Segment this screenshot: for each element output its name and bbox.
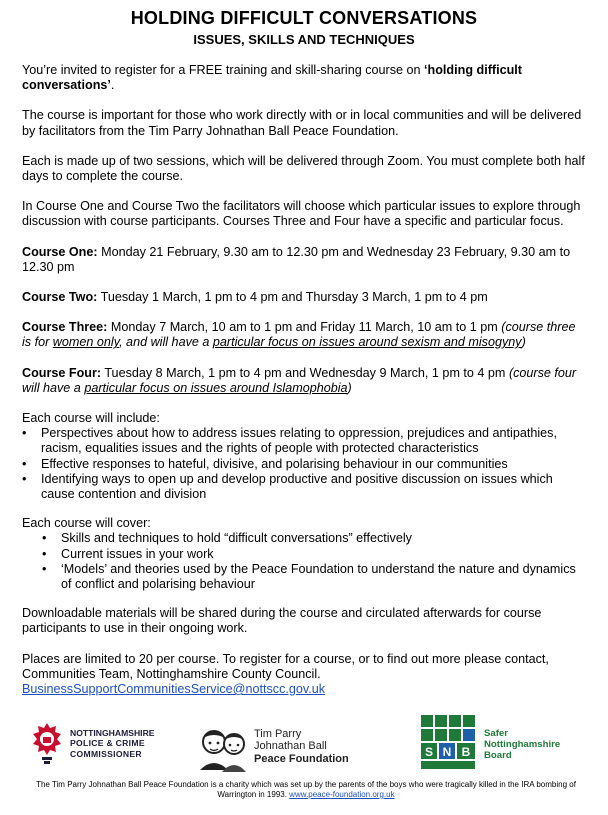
course-four <box>22 366 586 396</box>
course-four-label: Course Four: <box>22 365 102 380</box>
list-item: • Perspectives about how to address issues relating to oppression, prejudices and antipathies, racism, equalities issues and the rights of people with protected characteristics <box>22 426 586 456</box>
course-two <box>22 290 586 305</box>
include-lead: Each course will include: <box>22 411 160 426</box>
include-list <box>22 426 586 502</box>
course-two-dates: Tuesday 1 March, 1 pm to 4 pm and Thursday 3 March, 1 pm to 4 pm <box>97 290 488 305</box>
course-one-label: Course One: <box>22 244 98 259</box>
partner-logos <box>0 710 608 778</box>
contact-paragraph <box>22 652 586 698</box>
snb-line-2: Nottinghamshire <box>484 739 561 750</box>
pcc-line-3: COMMISSIONER <box>70 748 142 759</box>
snb-logo-text <box>484 728 584 761</box>
sessions-paragraph: Each is made up of two sessions, which will be delivered through Zoom. You must complete both half days to complete the course. <box>22 153 585 184</box>
footer-text: The Tim Parry Johnathan Ball Peace Foundation is a charity which was set up by the parents of the boys who were tragically killed in the IRA bombing of Warrington in 1993. <box>36 780 576 799</box>
snb-letter-b: B <box>461 745 471 759</box>
course-two-label: Course Two: <box>22 290 98 305</box>
snb-letter-n: N <box>442 745 452 759</box>
course-one <box>22 245 586 275</box>
snb-line-3: Board <box>484 750 512 761</box>
snb-grid-icon <box>420 714 480 770</box>
tp-line-1: Tim Parry <box>254 728 302 740</box>
footer-website-link[interactable]: www.peace-foundation.org.uk <box>289 790 395 799</box>
pcc-line-1: NOTTINGHAMSHIRE <box>70 728 155 738</box>
snb-line-1: Safer <box>484 728 508 739</box>
intro-end: . <box>110 78 115 93</box>
document-subtitle: ISSUES, SKILLS AND TECHNIQUES <box>193 32 415 47</box>
boys-portrait-icon <box>196 722 250 772</box>
course-three-focus: particular focus on issues around sexism and misogyny <box>212 335 522 350</box>
course-one-dates: Monday 21 February, 9.30 am to 12.30 pm and Wednesday 23 February, 9.30 am to 12.30 pm <box>22 244 571 274</box>
pcc-logo-text <box>70 728 210 759</box>
course-four-focus: particular focus on issues around Islamophobia <box>84 380 348 395</box>
list-item: • Skills and techniques to hold “difficult conversations” effectively <box>22 531 586 546</box>
intro-paragraph <box>22 63 586 93</box>
focus-paragraph: In Course One and Course Two the facilitators will choose which particular issues to explore through discussion with course participants. Courses Three and Four have a specific and particular focus. <box>22 199 581 229</box>
course-three-note-b: , and will have a <box>119 335 213 350</box>
course-three-note-c: ) <box>521 335 526 350</box>
police-badge-icon <box>30 722 64 766</box>
course-importance-paragraph: The course is important for those who work directly with or in local communities and will be delivered by facilitators from the Tim Parry Johnathan Ball Peace Foundation. <box>22 108 582 138</box>
footer-note <box>16 780 596 800</box>
course-three-label: Course Three: <box>22 320 108 335</box>
list-item: • Current issues in your work <box>22 547 586 562</box>
materials-paragraph: Downloadable materials will be shared during the course and circulated afterwards for course participants to use in their ongoing work. <box>22 606 542 636</box>
course-three-dates: Monday 7 March, 10 am to 1 pm and Friday 11 March, 10 am to 1 pm <box>107 320 502 335</box>
course-name: ‘holding difficult conversations’ <box>22 63 522 93</box>
course-four-note-a: (course four will have a <box>22 365 577 395</box>
snb-letter-s: S <box>424 745 434 759</box>
course-four-note-c: ) <box>347 380 352 395</box>
cover-lead: Each course will cover: <box>22 516 151 531</box>
course-three <box>22 320 586 350</box>
tp-line-3: Peace Foundation <box>254 752 349 765</box>
cover-list <box>22 531 586 592</box>
list-item: • Identifying ways to open up and develop productive and positive discussion on issues which cause contention and division <box>22 472 586 502</box>
document-body <box>22 63 586 712</box>
list-item: • Effective responses to hateful, divisive, and polarising behaviour in our communities <box>22 457 586 472</box>
peace-foundation-logo-text <box>254 728 374 765</box>
pcc-line-2: POLICE & CRIME <box>70 738 145 749</box>
course-four-dates: Tuesday 8 March, 1 pm to 4 pm and Wednesday 9 March, 1 pm to 4 pm <box>101 365 509 380</box>
intro-text: You’re invited to register for a FREE training and skill-sharing course on <box>22 63 425 77</box>
tp-line-2: Johnathan Ball <box>254 740 327 753</box>
course-three-women-only: women only <box>52 335 120 350</box>
contact-text: Places are limited to 20 per course. To register for a course, or to find out more please contact, Communities Team, Nottinghamshire County Council. <box>22 651 549 681</box>
course-three-note-a: (course three is for <box>22 320 576 350</box>
list-item: • ‘Models’ and theories used by the Peace Foundation to understand the nature and dynamics of conflict and polarising behaviour <box>22 562 586 592</box>
contact-email-link[interactable]: BusinessSupportCommunitiesService@nottscc.gov.uk <box>22 682 326 697</box>
document-title: HOLDING DIFFICULT CONVERSATIONS <box>130 8 478 28</box>
